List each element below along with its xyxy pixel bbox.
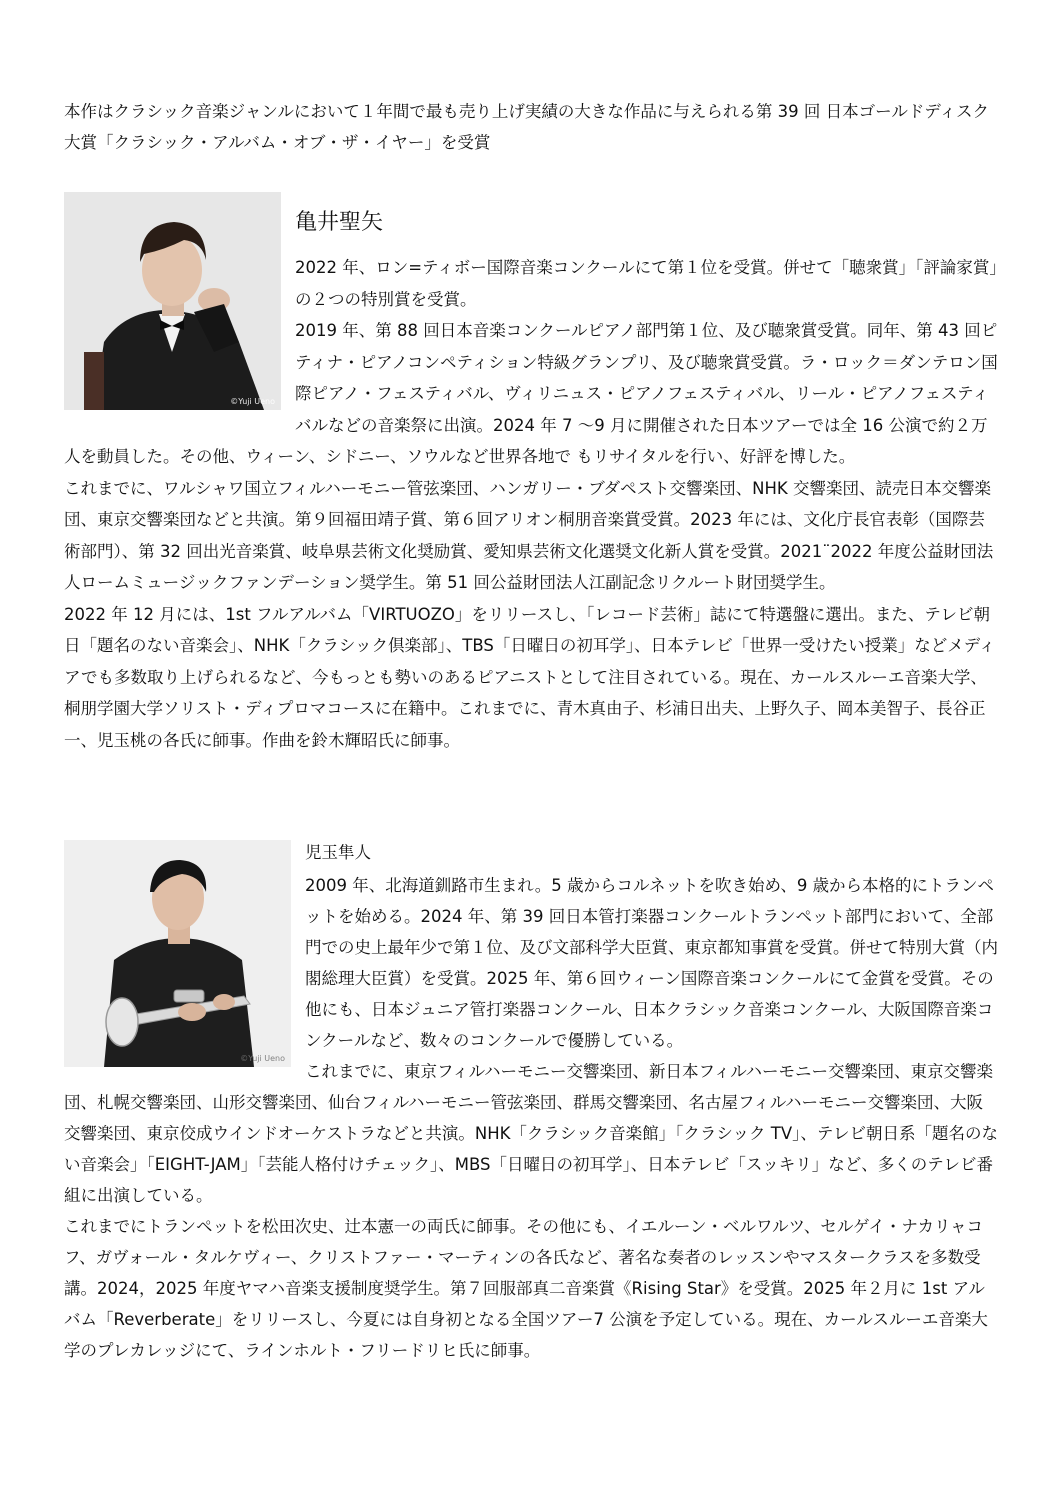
trumpeter-portrait-image — [64, 840, 291, 1067]
profile-kodama — [64, 840, 999, 1366]
artist-name-kamei: 亀井聖矢 — [295, 210, 384, 235]
intro-text: 本作はクラシック音楽ジャンルにおいて１年間で最も売り上げ実績の大きな作品に与えられる第 39 回 日本ゴールドディスク大賞「クラシック・アルバム・オブ・ザ・イヤー」を受賞 — [64, 102, 990, 152]
bio-paragraph: 2022 年、ロン=ティボー国際音楽コンクールにて第１位を受賞。併せて「聴衆賞」「評論家賞」の２つの特別賞を受賞。 — [295, 258, 998, 309]
bio-paragraph: 2009 年、北海道釧路市生まれ。5 歳からコルネットを吹き始め、9 歳から本格的にトランペットを始める。2024 年、第 39 回日本管打楽器コンクールトランペット部門において、全部門での史上最年少で第１位、及び文部科学大臣賞、東京都知事賞を受賞。併せて特別大賞（内閣総理大臣賞）を受賞。2025 年、第６回ウィーン国際音楽コンクールにて金賞を受賞。その他にも、日本ジュニア管打楽器コンクール、日本クラシック音楽コンクール、大阪国際音楽コンクールなど、数々のコンクールで優勝している。 — [305, 876, 998, 1050]
photo-credit-kamei: ©Yuji Ueno — [230, 397, 275, 406]
artist-name-kodama: 児玉隼人 — [305, 843, 371, 862]
bio-paragraph: これまでにトランペットを松田次史、辻本憲一の両氏に師事。その他にも、イエルーン・ベルワルツ、セルゲイ・ナカリャコフ、ガヴォール・タルケヴィー、クリストファー・マーティンの各氏など、著名な奏者のレッスンやマスタークラスを多数受講。2024，2025 年度ヤマハ音楽支援制度奨学生。第７回服部真二音楽賞《Rising Star》を受賞。2025 年２月に 1st アルバム「Reverberate」をリリースし、今夏には自身初となる全国ツアー7 公演を予定している。現在、カールスルーエ音楽大学のプレカレッジにて、ラインホルト・フリードリヒ氏に師事。 — [64, 1217, 988, 1360]
bio-paragraph: 2022 年 12 月には、1st フルアルバム「VIRTUOZO」をリリースし、「レコード芸術」誌にて特選盤に選出。また、テレビ朝日「題名のない音楽会」、NHK「クラシック倶楽部」、TBS「日曜日の初耳学」、日本テレビ「世界一受けたい授業」などメディアでも多数取り上げられるなど、今もっとも勢いのあるピアニストとして注目されている。現在、カールスルーエ音楽大学、桐朋学園大学ソリスト・ディプロマコースに在籍中。これまでに、青木真由子、杉浦日出夫、上野久子、岡本美智子、長谷正一、児玉桃の各氏に師事。作曲を鈴木輝昭氏に師事。 — [64, 604, 996, 750]
bio-paragraph: これまでに、ワルシャワ国立フィルハーモニー管弦楽団、ハンガリー・ブダペスト交響楽団、NHK 交響楽団、読売日本交響楽団、東京交響楽団などと共演。第９回福田靖子賞、第６回アリオン桐朋音楽賞受賞。2023 年には、文化庁長官表彰（国際芸術部門）、第 32 回出光音楽賞、岐阜県芸術文化奨励賞、愛知県芸術文化選奨文化新人賞を受賞。2021¨2022 年度公益財団法人ロームミュージックファンデーション奨学生。第 51 回公益財団法人江副記念リクルート財団奨学生。 — [64, 478, 994, 592]
bio-paragraph: 2019 年、第 88 回日本音楽コンクールピアノ部門第１位、及び聴衆賞受賞。同年、第 43 回ピティナ・ピアノコンペティション特級グランプリ、及び聴衆賞受賞。ラ・ロック＝ダンテロン国際ピアノ・フェスティバル、ヴィリニュス・ピアノフェスティバル、リール・ピアノフェスティバルなどの音楽祭に出演。2024 年 7 ～9 月に開催された日本ツアーでは全 16 公演で約２万人を動員した。その他、ウィーン、シドニー、ソウルなど世界各地で もリサイタルを行い、好評を博した。 — [64, 321, 998, 466]
portrait-photo-kodama — [64, 840, 291, 1067]
portrait-photo-kamei — [64, 192, 281, 410]
bio-paragraph: これまでに、東京フィルハーモニー交響楽団、新日本フィルハーモニー交響楽団、東京交響楽団、札幌交響楽団、山形交響楽団、仙台フィルハーモニー管弦楽団、群馬交響楽団、名古屋フィルハーモニー交響楽団、大阪交響楽団、東京佼成ウインドオーケストラなどと共演。NHK「クラシック音楽館」「クラシック TV」、テレビ朝日系「題名のない音楽会」「EIGHT-JAM」「芸能人格付けチェック」、MBS「日曜日の初耳学」、日本テレビ「スッキリ」など、多くのテレビ番組に出演している。 — [64, 1062, 999, 1205]
profile-kamei — [64, 192, 999, 756]
pianist-portrait-image — [64, 192, 281, 410]
photo-credit-kodama: ©Yuji Ueno — [240, 1054, 285, 1063]
